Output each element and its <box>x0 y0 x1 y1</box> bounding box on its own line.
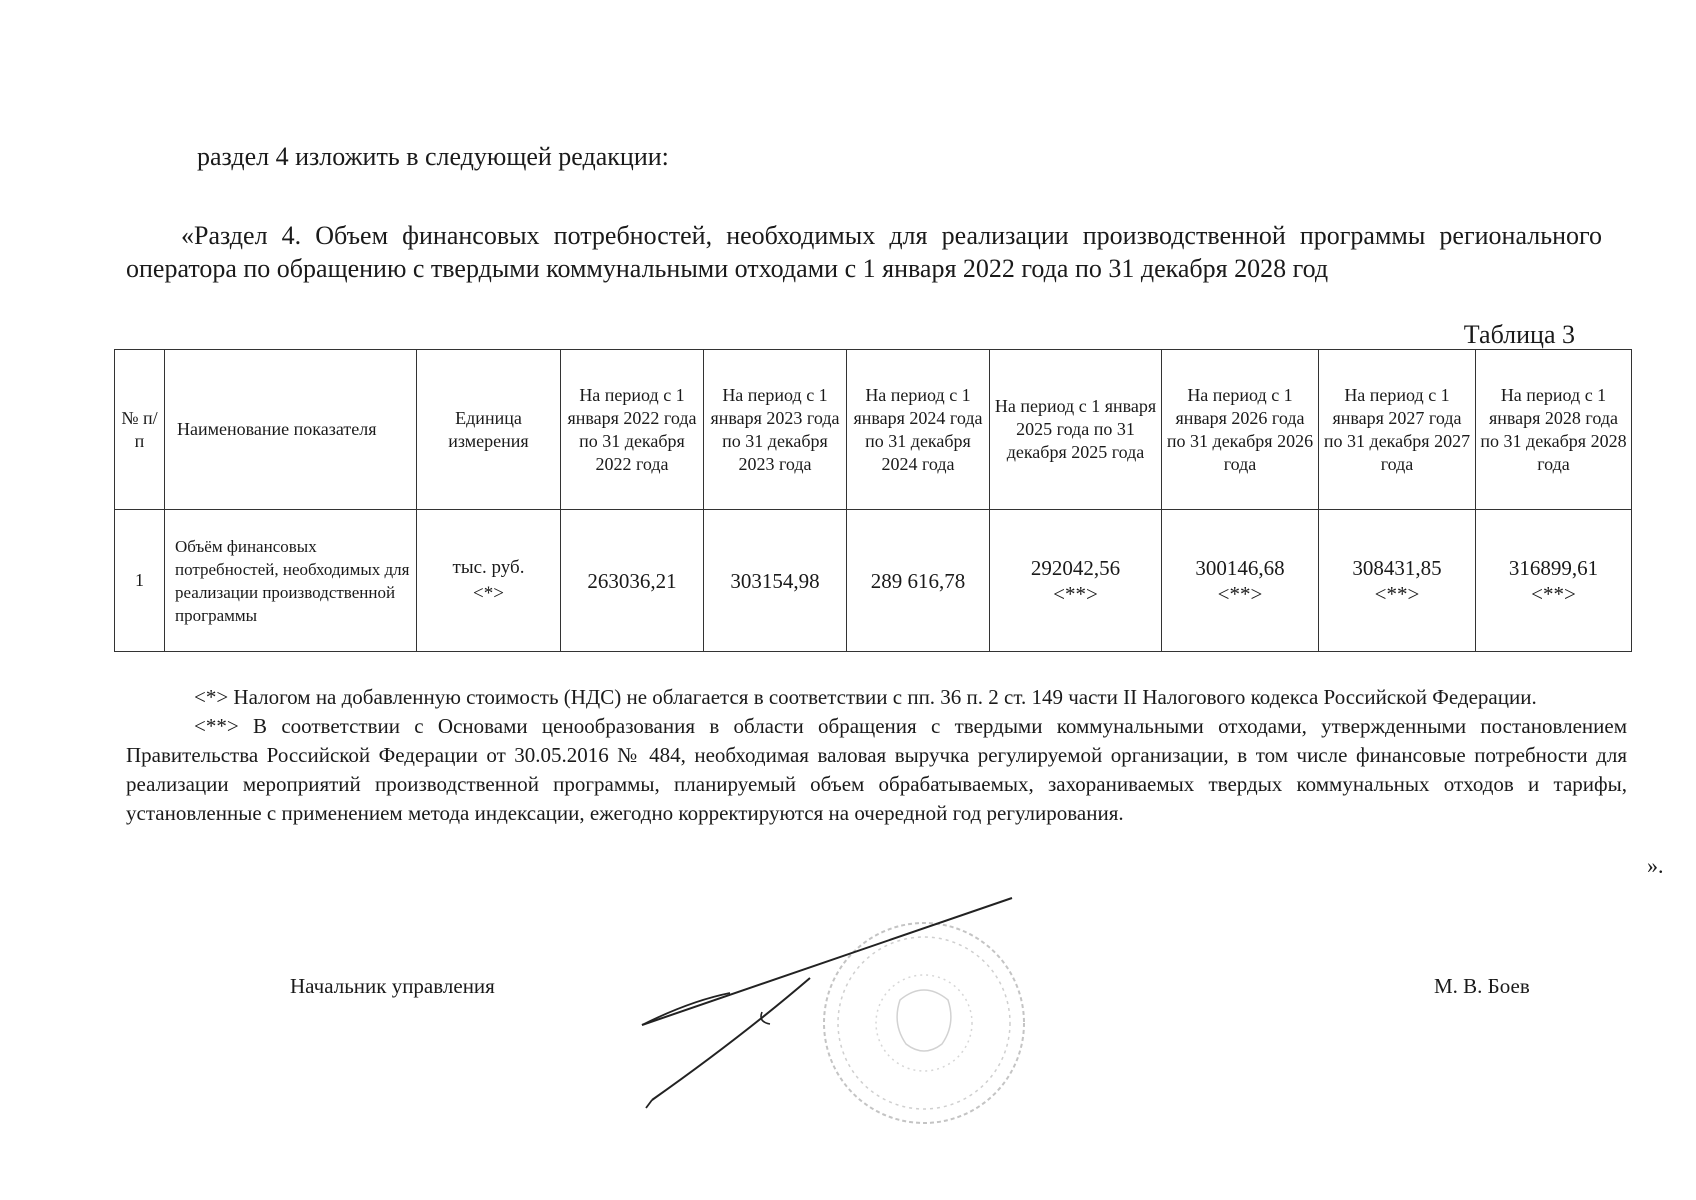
section-title: «Раздел 4. Объем финансовых потребностей, необходимых для реализации производственной программы регионального оператора по обращению с твердыми коммунальными отходами с 1 января 2022 года по 31 декабря 2028 год <box>126 221 1602 283</box>
value-footnote-mark: <**> <box>1217 581 1263 606</box>
signature-title: Начальник управления <box>290 974 495 998</box>
header-period: На период с 1 января 2027 года по 31 декабря 2027 года <box>1319 350 1476 510</box>
unit-footnote-mark: <*> <box>473 582 504 604</box>
signature-drawing <box>642 898 1012 1108</box>
financial-table <box>114 349 1632 652</box>
header-number: № п/п <box>115 350 165 510</box>
header-period: На период с 1 января 2028 года по 31 декабря 2028 года <box>1476 350 1632 510</box>
value-cell <box>704 510 847 652</box>
header-period: На период с 1 января 2026 года по 31 декабря 2026 года <box>1162 350 1319 510</box>
intro-text: раздел 4 изложить в следующей редакции: <box>197 142 669 171</box>
unit-label: тыс. руб. <box>452 556 525 578</box>
value-amount: 263036,21 <box>587 568 677 593</box>
value-cell <box>1162 510 1319 652</box>
value-cell <box>1476 510 1632 652</box>
stamp-and-signature <box>620 880 1140 1150</box>
signature-name: М. В. Боев <box>1434 974 1530 998</box>
header-unit: Единица измерения <box>417 350 561 510</box>
value-amount: 300146,68 <box>1195 555 1285 580</box>
table-row <box>115 510 1632 652</box>
header-period: На период с 1 января 2023 года по 31 декабря 2023 года <box>704 350 847 510</box>
value-cell <box>561 510 704 652</box>
header-name: Наименование показателя <box>165 350 417 510</box>
header-period: На период с 1 января 2025 года по 31 декабря 2025 года <box>990 350 1162 510</box>
value-footnote-mark: <**> <box>1053 581 1098 606</box>
header-period: На период с 1 января 2022 года по 31 декабря 2022 года <box>561 350 704 510</box>
row-name: Объём финансовых потребностей, необходимых для реализации производственной программы <box>165 510 417 652</box>
value-cell <box>1319 510 1476 652</box>
footnote-single-star: <*> Налогом на добавленную стоимость (НДС) не облагается в соответствии с пп. 36 п. 2 ст. 149 части II Налогового кодекса Российской Федерации. <box>194 685 1537 709</box>
value-footnote-mark: <**> <box>1374 581 1420 606</box>
value-amount: 292042,56 <box>1030 555 1121 580</box>
footnotes <box>126 683 1627 828</box>
value-amount: 316899,61 <box>1508 555 1599 580</box>
value-amount: 308431,85 <box>1352 555 1442 580</box>
value-amount: 289 616,78 <box>870 568 966 593</box>
value-cell <box>847 510 990 652</box>
value-cell <box>990 510 1162 652</box>
row-number: 1 <box>115 510 165 652</box>
table-caption: Таблица 3 <box>1463 320 1575 349</box>
header-period: На период с 1 января 2024 года по 31 декабря 2024 года <box>847 350 990 510</box>
table-header-row <box>115 350 1632 510</box>
closing-quote: ». <box>1647 853 1664 878</box>
value-footnote-mark: <**> <box>1531 581 1576 606</box>
value-amount: 303154,98 <box>730 568 820 593</box>
row-unit <box>417 510 561 652</box>
footnote-double-star: <**> В соответствии с Основами ценообразования в области обращения с твердыми коммунальными отходами, утвержденными постановлением Правительства Российской Федерации от 30.05.2016 № 484, необходимая валовая выручка регулируемой организации, в том числе финансовые потребности для реализации мероприятий производственной программы, планируемый объем обрабатываемых, захораниваемых твердых коммунальных отходов и тарифы, установленные с применением метода индексации, ежегодно корректируются на очередной год регулирования. <box>126 714 1627 825</box>
